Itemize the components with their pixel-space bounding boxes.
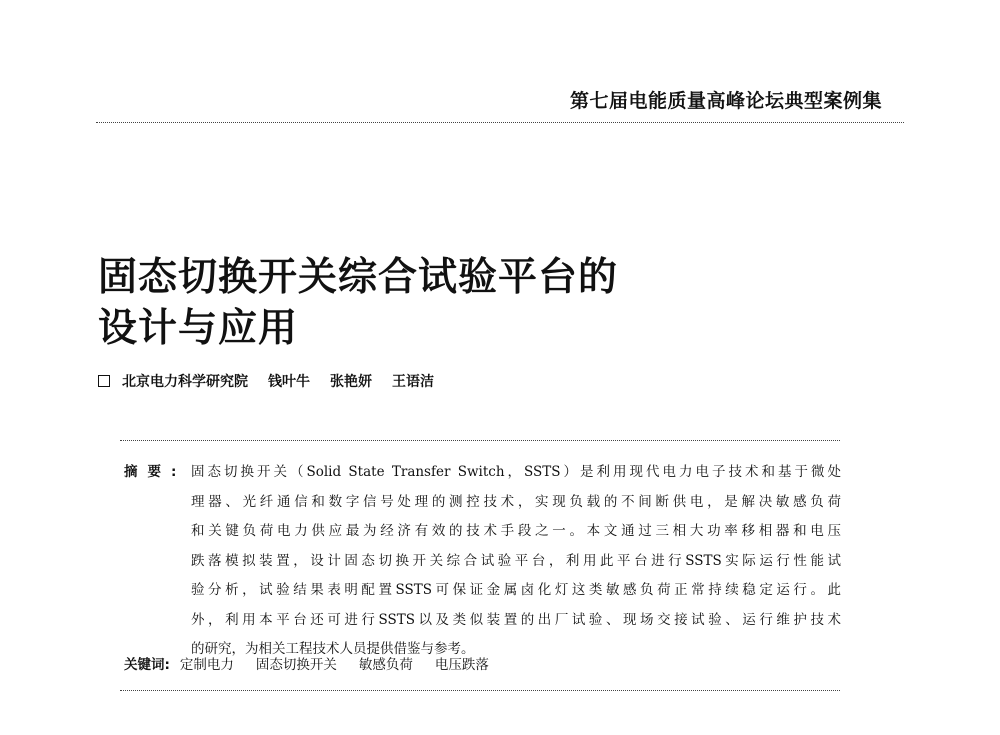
abstract-line: 跌落模拟装置，设计固态切换开关综合试验平台，利用此平台进行SSTS实际运行性能试 [191,552,841,569]
abstract-text [191,458,841,665]
affiliation: 北京电力科学研究院 [122,374,248,390]
abstract-bottom-divider [120,690,840,691]
keyword: 定制电力 [179,657,234,673]
abstract-label: 摘要: [124,464,187,480]
keyword: 固态切换开关 [255,657,337,673]
paper-title [98,252,618,354]
abstract-line: 验分析，试验结果表明配置SSTS可保证金属卤化灯这类敏感负荷正常持续稳定运行。此 [191,582,841,598]
keywords-line [124,653,511,673]
abstract-line: 理器、光纤通信和数字信号处理的测控技术，实现负载的不间断供电，是解决敏感负荷 [191,493,841,510]
keyword: 敏感负荷 [358,657,413,673]
abstract-line: 固态切换开关（Solid State Transfer Switch，SSTS）是利用现代电力电子技术和基于微处 [191,464,841,480]
collection-title: 第七届电能质量高峰论坛典型案例集 [569,90,882,112]
author-name: 王语洁 [392,374,434,390]
author-name: 张艳妍 [330,374,372,390]
abstract-line: 的研究，为相关工程技术人员提供借鉴与参考。 [191,641,475,657]
abstract-top-divider [120,440,840,441]
header-divider [96,122,904,123]
abstract-line: 外，利用本平台还可进行SSTS以及类似装置的出厂试验、现场交接试验、运行维护技术 [191,611,841,628]
paper-title-line: 固态切换开关综合试验平台的 [98,255,619,300]
author-line [98,371,454,391]
abstract-line: 和关键负荷电力供应最为经济有效的技术手段之一。本文通过三相大功率移相器和电压 [191,523,841,539]
keyword: 电压跌落 [434,657,489,673]
square-bullet-icon [98,375,110,387]
keywords-label: 关键词: [124,657,170,673]
author-name: 钱叶牛 [268,374,310,390]
paper-title-line: 设计与应用 [98,306,299,351]
